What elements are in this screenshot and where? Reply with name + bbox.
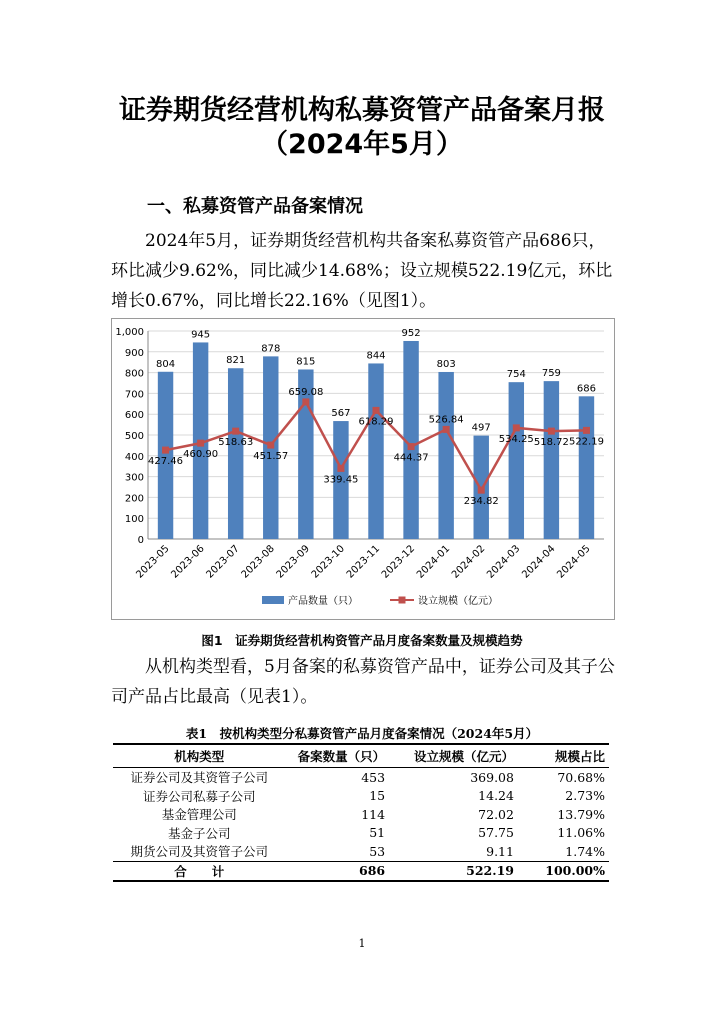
line-point	[548, 428, 555, 435]
line-point	[373, 407, 380, 414]
cell-scale: 72.02	[478, 806, 514, 822]
x-tick-label: 2024-04	[520, 543, 558, 581]
x-tick-label: 2023-05	[134, 543, 172, 581]
bar-data-label: 497	[471, 422, 491, 434]
page-number: 1	[358, 937, 366, 950]
bar-data-label: 803	[436, 358, 456, 370]
line-data-label: 444.37	[393, 452, 429, 464]
x-tick-label: 2023-07	[204, 543, 242, 581]
line-point	[443, 426, 450, 433]
report-title: 证券期货经营机构私募资管产品备案月报	[119, 95, 605, 126]
line-point	[583, 427, 590, 434]
line-data-label: 534.25	[498, 433, 534, 445]
y-tick-label: 1,000	[115, 327, 144, 338]
x-tick-label: 2024-02	[450, 543, 488, 581]
figure-caption: 图1 证券期货经营机构资管产品月度备案数量及规模趋势	[201, 633, 523, 648]
cell-type: 基金管理公司	[161, 807, 237, 823]
line-data-label: 518.72	[533, 437, 569, 449]
cell-share: 70.68%	[557, 769, 605, 785]
line-point	[337, 465, 344, 472]
line-point	[162, 447, 169, 454]
header-institution-type: 机构类型	[113, 744, 286, 768]
cell-scale: 14.24	[478, 788, 514, 804]
bar-data-label: 567	[331, 408, 351, 420]
bar-data-label: 945	[191, 329, 211, 341]
bar-data-label: 804	[155, 358, 176, 370]
line-data-label: 427.46	[148, 456, 184, 468]
line-data-label: 618.29	[358, 416, 394, 428]
legend-bar-swatch	[262, 596, 284, 604]
line-point	[513, 424, 520, 431]
y-tick-label: 500	[124, 431, 144, 442]
cell-count: 15	[369, 788, 386, 804]
y-tick-label: 600	[124, 410, 144, 422]
table-row	[113, 805, 609, 824]
table-header-row	[113, 744, 609, 768]
header-scale: 设立规模（亿元）	[389, 744, 518, 768]
table-row	[113, 768, 609, 787]
institution-table	[113, 743, 609, 882]
summary-paragraph: 2024年5月，证券期货经营机构共备案私募资管产品686只，环比减少9.62%，同比减少14.68%；设立规模522.19亿元，环比增长0.67%，同比增长22.16%（见图1）。	[111, 231, 613, 311]
x-tick-label: 2023-10	[309, 543, 348, 581]
y-tick-label: 900	[124, 347, 144, 359]
header-share: 规模占比	[518, 744, 609, 768]
bar-data-label: 952	[401, 327, 421, 339]
line-data-label: 526.84	[428, 414, 464, 426]
bar	[368, 363, 383, 539]
total-count: 686	[286, 861, 390, 881]
bar	[438, 372, 453, 539]
cell-type: 基金子公司	[168, 825, 231, 841]
bar	[544, 381, 559, 539]
cell-share: 1.74%	[565, 843, 605, 859]
line-point	[232, 428, 239, 435]
y-tick-label: 700	[124, 389, 144, 401]
bar-data-label: 754	[506, 369, 526, 381]
table-row	[113, 787, 609, 806]
cell-count: 114	[361, 806, 386, 822]
bar-data-label: 815	[296, 356, 316, 368]
legend-bar-label: 产品数量（只）	[288, 596, 358, 607]
bar-data-label: 686	[576, 383, 597, 395]
report-period: （2024年5月）	[261, 129, 463, 160]
line-point	[302, 398, 309, 405]
line-data-label: 234.82	[463, 496, 499, 508]
line-data-label: 451.57	[253, 451, 289, 463]
x-tick-label: 2024-05	[555, 543, 593, 581]
x-tick-label: 2024-01	[414, 543, 453, 581]
line-point	[197, 440, 204, 447]
line-data-label: 518.63	[218, 437, 254, 449]
trend-chart	[112, 319, 614, 619]
line-data-label: 659.08	[288, 386, 324, 398]
total-label: 合 计	[113, 861, 286, 881]
cell-scale: 9.11	[486, 843, 514, 859]
x-tick-label: 2023-08	[239, 543, 277, 581]
x-tick-label: 2024-03	[485, 543, 523, 581]
cell-count: 453	[361, 769, 386, 785]
table-row	[113, 824, 609, 843]
cell-type: 证券公司及其资管子公司	[130, 770, 269, 786]
cell-count: 53	[369, 843, 386, 859]
line-point	[408, 443, 415, 450]
table-row	[113, 842, 609, 861]
bar-data-label: 878	[261, 343, 281, 355]
total-share: 100.00%	[518, 861, 609, 881]
section-heading: 一、私募资管产品备案情况	[147, 196, 363, 217]
y-tick-label: 200	[124, 493, 144, 505]
cell-scale: 369.08	[470, 769, 514, 785]
header-count: 备案数量（只）	[286, 744, 390, 768]
legend-line-label: 设立规模（亿元）	[418, 596, 498, 607]
y-tick-label: 300	[124, 472, 144, 484]
line-point	[267, 442, 274, 449]
y-tick-label: 0	[137, 535, 144, 546]
bar-data-label: 759	[541, 368, 561, 380]
cell-scale: 57.75	[478, 825, 514, 841]
legend-line-marker	[399, 597, 406, 604]
cell-share: 11.06%	[557, 825, 605, 841]
line-data-label: 339.45	[323, 474, 359, 486]
cell-share: 13.79%	[557, 806, 605, 822]
institution-paragraph: 从机构类型看，5月备案的私募资管产品中，证券公司及其子公司产品占比最高（见表1）。	[111, 657, 615, 707]
y-tick-label: 400	[124, 451, 144, 463]
bar-data-label: 821	[226, 355, 246, 367]
x-tick-label: 2023-11	[344, 543, 383, 581]
table-total-row	[113, 861, 609, 881]
cell-count: 51	[369, 825, 386, 841]
y-tick-label: 800	[124, 368, 144, 380]
bar-data-label: 844	[366, 350, 386, 362]
x-tick-label: 2023-09	[274, 543, 312, 581]
bar	[579, 396, 594, 539]
chart-frame	[111, 318, 615, 620]
bar	[509, 382, 524, 539]
x-tick-label: 2023-12	[379, 543, 418, 581]
cell-type: 证券公司私募子公司	[143, 788, 256, 804]
bar	[228, 368, 243, 539]
line-point	[478, 487, 485, 494]
table-caption: 表1 按机构类型分私募资管产品月度备案情况（2024年5月）	[185, 726, 539, 741]
total-scale: 522.19	[389, 861, 518, 881]
x-tick-label: 2023-06	[169, 543, 207, 581]
y-tick-label: 100	[124, 514, 144, 526]
cell-type: 期货公司及其资管子公司	[130, 844, 269, 860]
line-data-label: 522.19	[568, 436, 604, 448]
line-data-label: 460.90	[183, 449, 219, 461]
cell-share: 2.73%	[565, 788, 605, 804]
